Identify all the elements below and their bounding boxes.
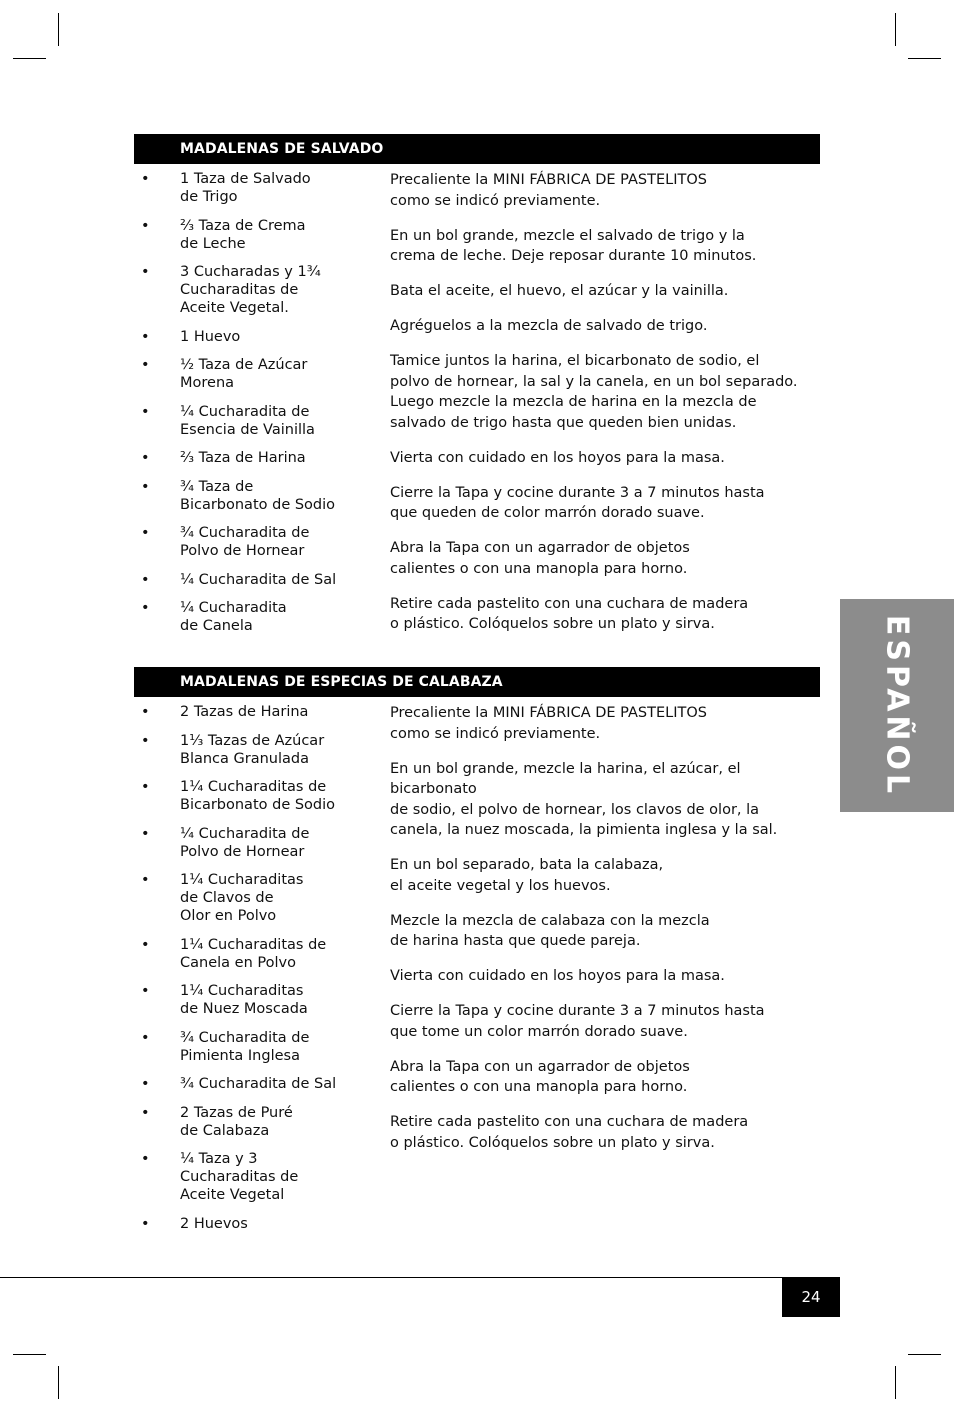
ingredient-item: [134, 403, 364, 439]
instruction-step: Precaliente la MINI FÁBRICA DE PASTELITOS como se indicó previamente.: [390, 705, 707, 742]
bullet-icon: •: [141, 478, 150, 495]
bullet-icon: •: [141, 732, 150, 749]
crop-mark: [58, 13, 59, 46]
crop-mark: [908, 58, 941, 59]
ingredient-text: 1¼ Cucharaditas de Nuez Moscada: [180, 983, 308, 1017]
instruction-step: Agréguelos a la mezcla de salvado de trigo.: [390, 318, 708, 334]
bullet-icon: •: [141, 779, 150, 795]
ingredient-text: 2 Tazas de Harina: [180, 704, 309, 720]
ingredient-item: [134, 1150, 364, 1204]
ingredient-item: [134, 936, 364, 972]
ingredient-item: [134, 263, 364, 317]
ingredient-text: ¾ Cucharadita de Polvo de Hornear: [180, 525, 310, 559]
bullet-icon: •: [141, 1151, 150, 1167]
ingredient-text: ²⁄₃ Taza de Harina: [180, 450, 306, 466]
instruction-step: Vierta con cuidado en los hoyos para la masa.: [390, 449, 725, 466]
instruction-step: Vierta con cuidado en los hoyos para la masa.: [390, 968, 725, 984]
instruction-step: Cierre la Tapa y cocine durante 3 a 7 minutos hasta que queden de color marrón dorado suave.: [390, 484, 765, 521]
ingredient-text: ¼ Cucharadita de Esencia de Vainilla: [180, 403, 315, 438]
ingredient-item: [134, 571, 364, 589]
ingredient-item: [134, 732, 364, 768]
crop-mark: [895, 1366, 896, 1399]
bullet-icon: •: [141, 571, 150, 588]
bullet-icon: •: [141, 328, 150, 345]
crop-mark: [908, 1354, 941, 1355]
page-number: 24: [782, 1278, 840, 1317]
instruction-step: En un bol grande, mezcle el salvado de trigo y la crema de leche. Deje reposar durante 10 minutos.: [390, 227, 757, 264]
ingredient-text: 1 Taza de Salvado de Trigo: [180, 171, 311, 205]
ingredient-item: [134, 982, 364, 1018]
ingredient-text: 3 Cucharadas y 1¾ Cucharaditas de Aceite Vegetal.: [180, 264, 321, 316]
ingredient-text: ¾ Taza de Bicarbonato de Sodio: [180, 478, 336, 513]
bullet-icon: •: [141, 872, 150, 888]
ingredient-text: ½ Taza de Azúcar Morena: [180, 357, 308, 391]
bullet-icon: •: [141, 357, 150, 373]
ingredient-text: 1¼ Cucharaditas de Canela en Polvo: [180, 936, 327, 971]
ingredient-text: ¼ Taza y 3 Cucharaditas de Aceite Vegetal: [180, 1151, 299, 1203]
ingredient-item: [134, 599, 364, 635]
bullet-icon: •: [141, 525, 150, 541]
ingredient-item: [134, 778, 364, 814]
ingredient-item: [134, 328, 364, 346]
crop-mark: [895, 13, 896, 46]
instruction-step: Abra la Tapa con un agarrador de objetos calientes o con una manopla para horno.: [390, 540, 690, 577]
instruction-step: Bata el aceite, el huevo, el azúcar y la vainilla.: [390, 283, 729, 299]
bullet-icon: •: [141, 171, 150, 187]
ingredient-item: [134, 1075, 364, 1093]
bullet-icon: •: [141, 217, 150, 234]
bullet-icon: •: [141, 1029, 150, 1046]
bullet-icon: •: [141, 450, 150, 466]
recipe-bran-muffins: [134, 134, 820, 634]
instruction-step: Retire cada pastelito con una cuchara de madera o plástico. Colóquelos sobre un plato y sirva.: [390, 595, 749, 632]
bullet-icon: •: [141, 1076, 150, 1092]
bullet-icon: •: [141, 936, 150, 953]
ingredient-text: ¾ Cucharadita de Pimienta Inglesa: [180, 1029, 310, 1064]
crop-mark: [58, 1366, 59, 1399]
ingredient-list: [134, 703, 364, 1243]
bullet-icon: •: [141, 600, 150, 616]
bullet-icon: •: [141, 983, 150, 999]
ingredient-item: [134, 524, 364, 560]
instruction-step: Retire cada pastelito con una cuchara de madera o plástico. Colóquelos sobre un plato y sirva.: [390, 1114, 749, 1151]
recipe-pumpkin-spice-muffins: [134, 667, 820, 1232]
instruction-step: Cierre la Tapa y cocine durante 3 a 7 minutos hasta que tome un color marrón dorado suave.: [390, 1003, 765, 1040]
instruction-step: Mezcle la mezcla de calabaza con la mezcla de harina hasta que quede pareja.: [390, 912, 710, 949]
ingredient-text: 2 Huevos: [180, 1215, 248, 1232]
ingredient-item: [134, 825, 364, 861]
ingredient-text: 1¼ Cucharaditas de Bicarbonato de Sodio: [180, 779, 336, 813]
crop-mark: [13, 58, 46, 59]
ingredient-list: [134, 170, 364, 646]
ingredient-text: 1 Huevo: [180, 328, 241, 345]
instruction-step: Tamice juntos la harina, el bicarbonato de sodio, el polvo de hornear, la sal y la canela, en un bol separado. Luego mezcle la mezcla de harina en la mezcla de salvado de trigo hasta que queden bien unidas.: [390, 353, 798, 431]
ingredient-item: [134, 356, 364, 392]
ingredient-item: [134, 1215, 364, 1233]
ingredient-text: ¾ Cucharadita de Sal: [180, 1076, 337, 1092]
ingredient-text: ¼ Cucharadita de Polvo de Hornear: [180, 825, 310, 860]
ingredient-text: ¼ Cucharadita de Sal: [180, 571, 337, 588]
ingredient-item: [134, 170, 364, 206]
crop-mark: [13, 1354, 46, 1355]
bullet-icon: •: [141, 1215, 150, 1232]
language-tab-label: ESPAÑOL: [879, 614, 915, 797]
ingredient-item: [134, 703, 364, 721]
instruction-list: [390, 703, 820, 1168]
instruction-step: En un bol separado, bata la calabaza, el aceite vegetal y los huevos.: [390, 857, 664, 894]
instruction-step: En un bol grande, mezcle la harina, el azúcar, el bicarbonato de sodio, el polvo de hornear, los clavos de olor, la canela, la nuez moscada, la pimienta inglesa y la sal.: [390, 760, 778, 838]
bullet-icon: •: [141, 825, 150, 842]
ingredient-item: [134, 217, 364, 253]
footer-rule: [0, 1277, 840, 1278]
ingredient-text: ²⁄₃ Taza de Crema de Leche: [180, 217, 306, 252]
ingredient-text: 2 Tazas de Puré de Calabaza: [180, 1104, 293, 1139]
language-tab: [840, 599, 954, 812]
bullet-icon: •: [141, 704, 150, 720]
ingredient-text: ¼ Cucharadita de Canela: [180, 600, 287, 634]
ingredient-item: [134, 1104, 364, 1140]
instruction-step: Precaliente la MINI FÁBRICA DE PASTELITOS como se indicó previamente.: [390, 172, 707, 209]
recipe-title: MADALENAS DE ESPECIAS DE CALABAZA: [134, 667, 820, 697]
bullet-icon: •: [141, 403, 150, 420]
ingredient-item: [134, 478, 364, 514]
recipe-title: MADALENAS DE SALVADO: [134, 134, 820, 164]
ingredient-item: [134, 449, 364, 467]
ingredient-text: 1¹⁄₃ Tazas de Azúcar Blanca Granulada: [180, 732, 325, 767]
bullet-icon: •: [141, 264, 150, 280]
instruction-step: Abra la Tapa con un agarrador de objetos calientes o con una manopla para horno.: [390, 1058, 690, 1095]
bullet-icon: •: [141, 1104, 150, 1121]
ingredient-text: 1¼ Cucharaditas de Clavos de Olor en Polvo: [180, 872, 304, 924]
instruction-list: [390, 170, 820, 649]
ingredient-item: [134, 871, 364, 925]
ingredient-item: [134, 1029, 364, 1065]
